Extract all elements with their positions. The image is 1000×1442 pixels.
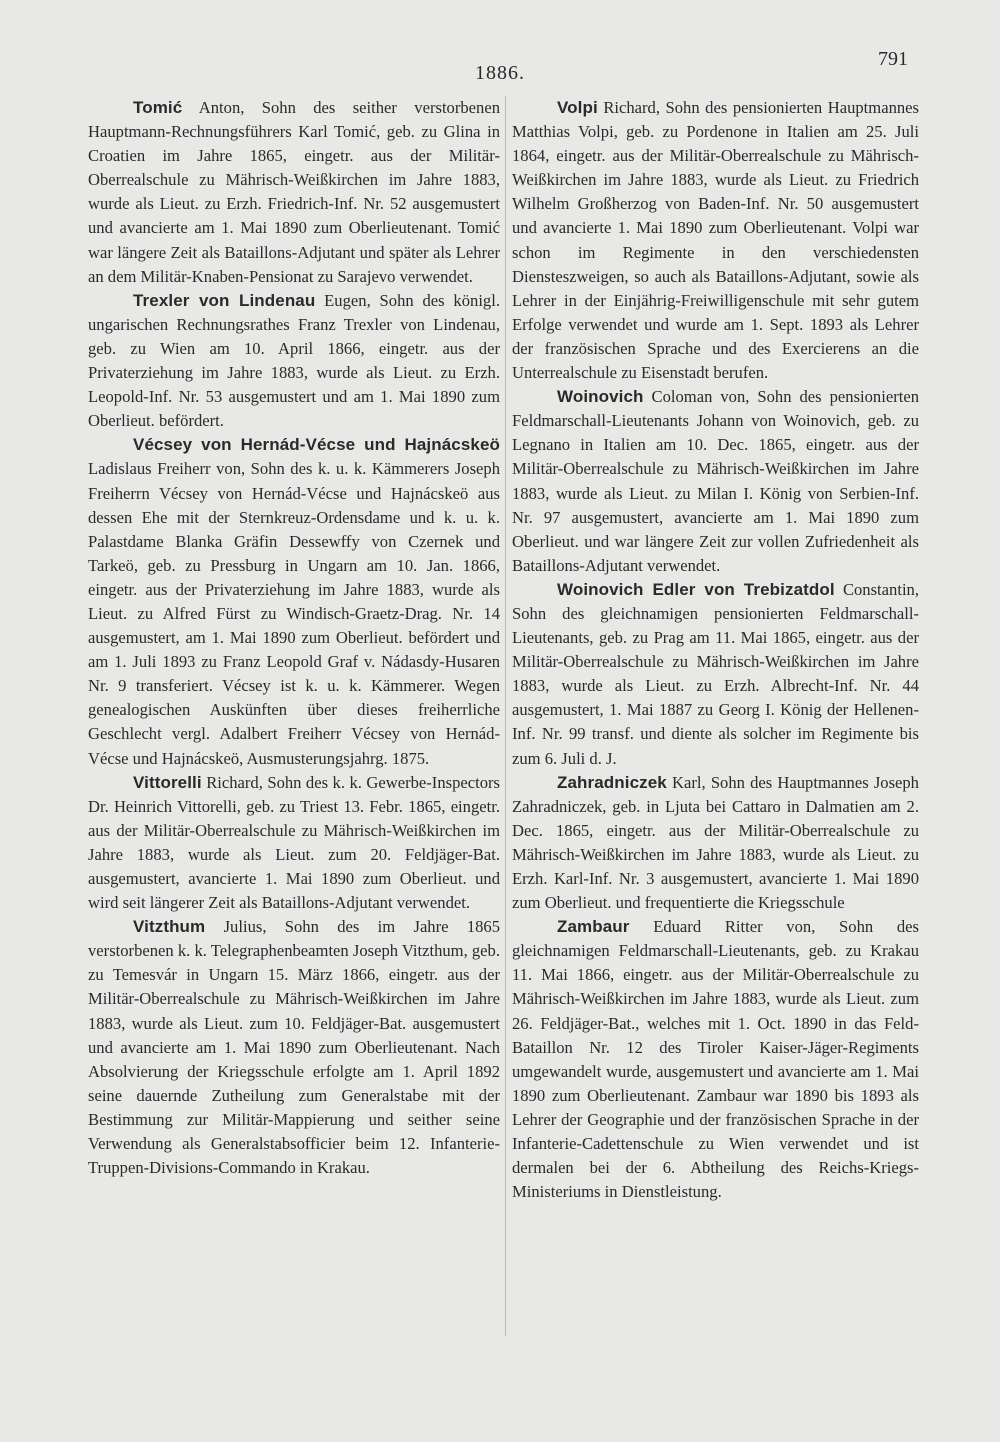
biography-entry (88, 289, 500, 434)
entry-name: Trexler von Lindenau (133, 290, 316, 310)
entry-text: Eduard Ritter von, Sohn des gleichnamigen Feldmarschall-Lieutenants, geb. zu Krakau 11. Mai 1866, eingetr. aus der Militär-Oberrealschule zu Mährisch-Weißkirchen im Jahre 1883, wurde als Lieut. zum 26. Feldjäger-Bat., welches mit 1. Oct. 1890 in das Feld-Bataillon Nr. 12 des Tiroler Kaiser-Jäger-Regiments umgewandelt wurde, ausgemustert und avancierte am 1. Mai 1890 zum Oberlieutenant. Zambaur war 1890 bis 1893 als Lehrer der Geographie und der französischen Sprache in der Infanterie-Cadettenschule zu Wien verwendet und ist dermalen bei der 6. Abtheilung des Reichs-Kriegs-Ministeriums in Dienstleistung. (512, 917, 919, 1202)
entry-text: Julius, Sohn des im Jahre 1865 verstorbenen k. k. Telegraphenbeamten Joseph Vitzthum, geb. zu Temesvár in Ungarn 15. März 1866, eingetr. aus der Militär-Oberrealschule zu Mährisch-Weißkirchen im Jahre 1883, wurde als Lieut. zum 10. Feldjäger-Bat. ausgemustert und avancierte am 1. Mai 1890 zum Oberlieutenant. Nach Absolvierung der Kriegsschule erfolgte am 1. April 1892 seine dauernde Zutheilung zum Generalstabe mit der Bestimmung zur Militär-Mappierung und seither seine Verwendung als Generalstabsofficier beim 12. Infanterie-Truppen-Divisions-Commando in Krakau. (88, 917, 501, 1178)
entry-name: Zahradniczek (557, 772, 667, 792)
entry-name: Vécsey von Hernád-Vécse und Hajnácskeö (133, 435, 500, 455)
biography-entry (512, 578, 919, 771)
entry-text: Constantin, Sohn des gleichnamigen pensionierten Feldmarschall-Lieutenants, geb. zu Prag am 11. Mai 1865, eingetr. aus der Militär-Oberrealschule zu Mährisch-Weißkirchen im Jahre 1883, wurde als Lieut. zu Erzh. Albrecht-Inf. Nr. 44 ausgemustert, 1. Mai 1887 zu Georg I. König der Hellenen-Inf. Nr. 99 transf. und diente als solcher im Regimente bis zum 6. Juli d. J. (512, 579, 919, 768)
entry-name: Woinovich Edler von Trebizatdol (557, 579, 835, 599)
entry-text: Karl, Sohn des Hauptmannes Joseph Zahradniczek, geb. in Ljuta bei Cattaro in Dalmatien am 2. Dec. 1865, eingetr. aus der Militär-Oberrealschule zu Mährisch-Weißkirchen im Jahre 1883, wurde als Lieut. zu Erzh. Karl-Inf. Nr. 3 ausgemustert, avancierte 1. Mai 1890 zum Oberlieut. und frequentierte die Kriegsschule (512, 772, 919, 913)
page-number: 791 (878, 48, 908, 70)
biography-entry (512, 96, 919, 385)
entry-name: Woinovich (557, 387, 644, 407)
entry-name: Volpi (557, 98, 598, 117)
biography-entry (88, 433, 500, 770)
entry-text: Richard, Sohn des pensionierten Hauptmannes Matthias Volpi, geb. zu Pordenone in Italien am 25. Juli 1864, eingetr. aus der Militär-Oberrealschule zu Mährisch-Weißkirchen im Jahre 1883, wurde als Lieut. zu Friedrich Wilhelm Großherzog von Baden-Inf. Nr. 50 ausgemustert und avancierte 1. Mai 1890 zum Oberlieutenant. Volpi war schon im Regimente in den verschiedensten Diensteszweigen, so auch als Bataillons-Adjutant, sowie als Lehrer in der Einjährig-Freiwilligenschule mit sehr gutem Erfolge verwendet und wurde am 1. Sept. 1893 als Lehrer der französischen Sprache und des Exercierens an die Unterrealschule zu Eisenstadt berufen. (512, 98, 919, 383)
biography-entry (512, 771, 919, 916)
entry-text: Eugen, Sohn des königl. ungarischen Rechnungsrathes Franz Trexler von Lindenau, geb. zu Wien am 10. April 1866, eingetr. aus der Privaterziehung im Jahre 1883, wurde als Lieut. zu Erzh. Leopold-Inf. Nr. 53 ausgemustert und am 1. Mai 1890 zum Oberlieut. befördert. (88, 290, 500, 431)
page-year-header: 1886. (475, 62, 525, 84)
entry-name: Zambaur (557, 917, 630, 937)
biography-entry (88, 915, 500, 1180)
right-column (512, 96, 919, 1204)
column-divider (505, 96, 506, 1336)
entry-text: Anton, Sohn des seither verstorbenen Hauptmann-Rechnungsführers Karl Tomić, geb. zu Glina in Croatien im Jahre 1865, eingetr. aus der Militär-Oberrealschule zu Mährisch-Weißkirchen im Jahre 1883, wurde als Lieut. zu Erzh. Friedrich-Inf. Nr. 52 ausgemustert und avancierte am 1. Mai 1890 zum Oberlieutenant. Tomić war längere Zeit als Bataillons-Adjutant und später als Lehrer an dem Militär-Knaben-Pensionat zu Sarajevo verwendet. (88, 98, 500, 286)
biography-entry (512, 915, 919, 1204)
biography-entry (512, 385, 919, 578)
biography-entry (88, 771, 500, 916)
entry-text: Richard, Sohn des k. k. Gewerbe-Inspectors Dr. Heinrich Vittorelli, geb. zu Triest 13. Febr. 1865, eingetr. aus der Militär-Oberrealschule zu Mährisch-Weißkirchen im Jahre 1883, wurde als Lieut. zum 20. Feldjäger-Bat. ausgemustert, avancierte 1. Mai 1890 zum Oberlieut. und wird seit längerer Zeit als Bataillons-Adjutant verwendet. (88, 772, 500, 913)
left-column (88, 96, 500, 1180)
entry-name: Vitzthum (133, 917, 206, 937)
entry-name: Vittorelli (133, 772, 202, 792)
biography-entry (88, 96, 500, 289)
entry-text: Coloman von, Sohn des pensionierten Feldmarschall-Lieutenants Johann von Woinovich, geb. zu Legnano in Italien am 10. Dec. 1865, eingetr. aus der Militär-Oberrealschule zu Mährisch-Weißkirchen im Jahre 1883, wurde als Lieut. zu Milan I. König von Serbien-Inf. Nr. 97 ausgemustert, avancierte am 1. Mai 1890 zum Oberlieut. und war längere Zeit zur vollen Zufriedenheit als Bataillons-Adjutant verwendet. (512, 387, 920, 575)
entry-text: Ladislaus Freiherr von, Sohn des k. u. k. Kämmerers Joseph Freiherrn Vécsey von Hernád-Vécse und Hajnácskeö aus dessen Ehe mit der Sternkreuz-Ordensdame und k. u. k. Palastdame Blanka Gräfin Dessewffy von Czernek und Tarkeö, geb. zu Pressburg in Ungarn am 10. Jan. 1866, eingetr. aus der Privaterziehung im Jahre 1883, wurde als Lieut. zu Alfred Fürst zu Windisch-Graetz-Drag. Nr. 14 ausgemustert, am 1. Mai 1890 zum Oberlieut. befördert und am 1. Juli 1893 zu Franz Leopold Graf v. Nádasdy-Husaren Nr. 9 transferiert. Vécsey ist k. u. k. Kämmerer. Wegen genealogischen Auskünften über dieses freiherrliche Geschlecht vergl. Adalbert Freiherr Vécsey von Hernád-Vécse und Hajnácskeö, Ausmusterungsjahrg. 1875. (88, 459, 500, 768)
entry-name: Tomić (133, 98, 183, 117)
